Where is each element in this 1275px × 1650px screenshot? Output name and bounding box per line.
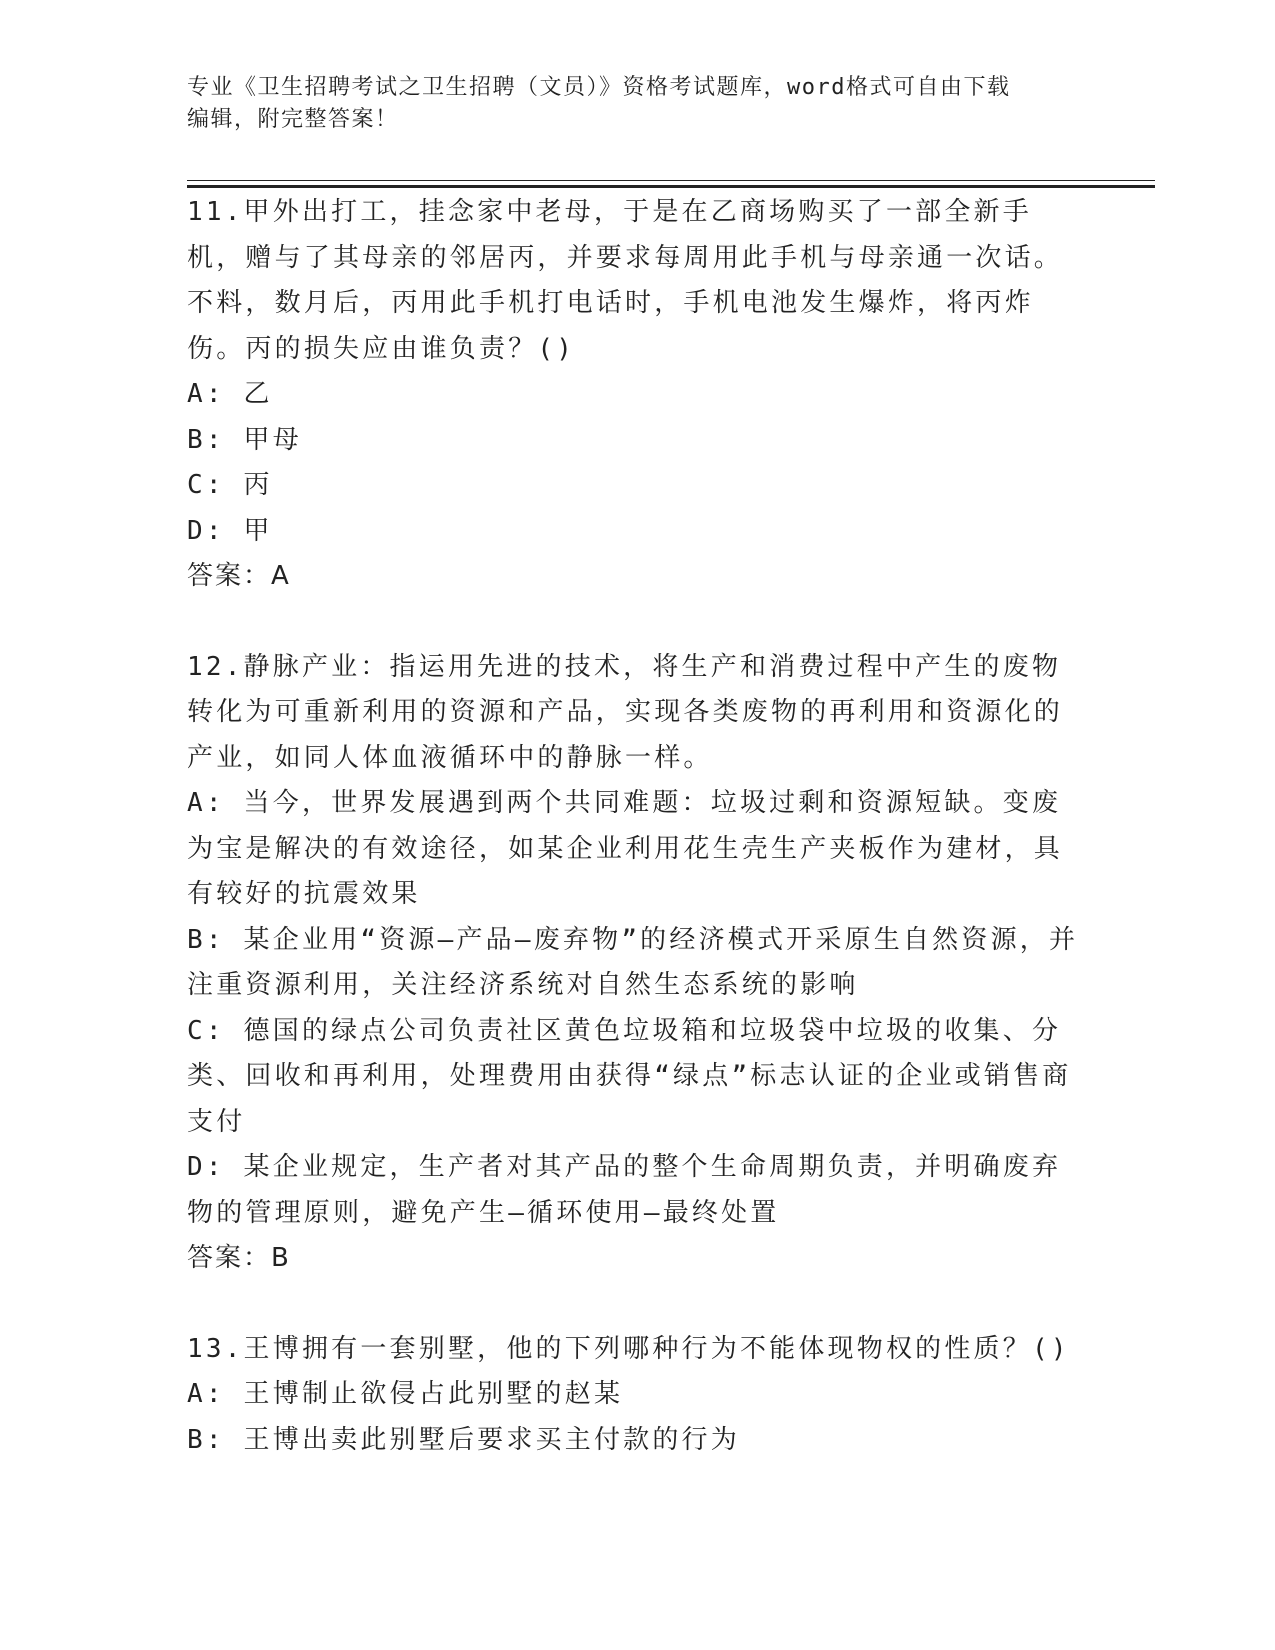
option-c: C: 德国的绿点公司负责社区黄色垃圾箱和垃圾袋中垃圾的收集、分类、回收和再利用，处理费用由获得“绿点”标志认证的企业或销售商支付 bbox=[187, 1015, 1072, 1137]
option-a: A: 王博制止欲侵占此别墅的赵某 bbox=[187, 1379, 624, 1409]
question-13 bbox=[187, 1327, 1082, 1464]
question-12 bbox=[187, 645, 1082, 1282]
question-text: 13.王博拥有一套别墅，他的下列哪种行为不能体现物权的性质？() bbox=[187, 1333, 1070, 1364]
option-a: A: 乙 bbox=[187, 379, 273, 409]
answer-line: 答案：A bbox=[187, 561, 291, 591]
option-a: A: 当今，世界发展遇到两个共同难题：垃圾过剩和资源短缺。变废为宝是解决的有效途径，如某企业利用花生壳生产夹板作为建材，具有较好的抗震效果 bbox=[187, 788, 1064, 909]
option-d: D: 甲 bbox=[187, 515, 273, 546]
header-divider-thin bbox=[187, 180, 1155, 181]
answer-line: 答案：B bbox=[187, 1243, 291, 1273]
question-11 bbox=[187, 190, 1082, 600]
question-text: 11.甲外出打工，挂念家中老母，于是在乙商场购买了一部全新手机，赠与了其母亲的邻居丙，并要求每周用此手机与母亲通一次话。不料，数月后，丙用此手机打电话时，手机电池发生爆炸，将丙炸伤。丙的损失应由谁负责？() bbox=[187, 197, 1064, 364]
question-list bbox=[187, 190, 1082, 1463]
header-line-2: 编辑，附完整答案！ bbox=[187, 107, 399, 132]
header-line-1: 专业《卫生招聘考试之卫生招聘（文员）》资格考试题库，word格式可自由下载 bbox=[187, 75, 1011, 100]
option-b: B: 某企业用“资源—产品—废弃物”的经济模式开采原生自然资源，并注重资源利用，关注经济系统对自然生态系统的影响 bbox=[187, 924, 1079, 1000]
option-d: D: 某企业规定，生产者对其产品的整个生命周期负责，并明确废弃物的管理原则，避免产生—循环使用—最终处置 bbox=[187, 1152, 1062, 1228]
option-b: B: 王博出卖此别墅后要求买主付款的行为 bbox=[187, 1424, 740, 1455]
question-text: 12.静脉产业：指运用先进的技术，将生产和消费过程中产生的废物转化为可重新利用的资源和产品，实现各类废物的再利用和资源化的产业，如同人体血液循环中的静脉一样。 bbox=[187, 651, 1064, 773]
option-c: C: 丙 bbox=[187, 470, 273, 500]
header-divider-thick bbox=[187, 185, 1155, 188]
document-header bbox=[187, 72, 1067, 136]
option-b: B: 甲母 bbox=[187, 424, 302, 455]
